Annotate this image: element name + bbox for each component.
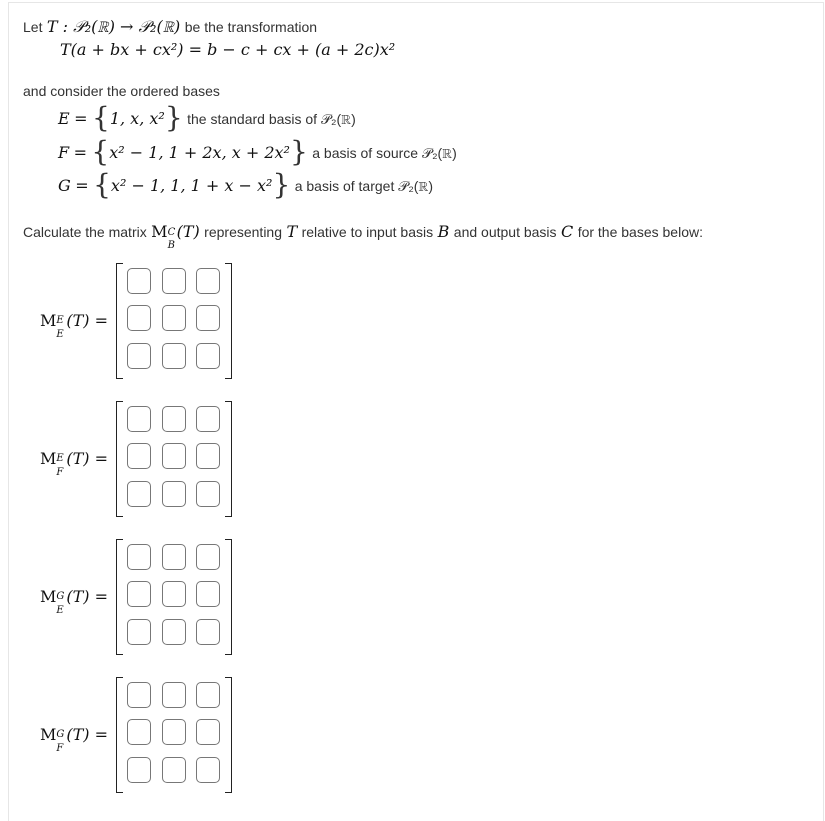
- basis-description: a basis of target 𝒫₂(ℝ): [294, 178, 434, 194]
- basis-row-G: [58, 168, 434, 201]
- matrix-entry-input[interactable]: [162, 343, 186, 369]
- matrix-entry-input[interactable]: [127, 682, 151, 708]
- basis-description: a basis of source 𝒫₂(ℝ): [312, 145, 457, 161]
- matrix-sup: C: [167, 227, 176, 238]
- matrix-entry-input[interactable]: [196, 343, 220, 369]
- equals-sign: =: [73, 143, 87, 162]
- matrix-entry-input[interactable]: [196, 719, 220, 745]
- instruction-matrix: [151, 222, 200, 251]
- equals-sign: =: [74, 109, 88, 128]
- matrix-entry-input[interactable]: [162, 544, 186, 570]
- matrix-entry-input[interactable]: [127, 757, 151, 783]
- basis-set: x² − 1, 1, 1 + x − x²: [110, 176, 273, 195]
- matrix-entry-input[interactable]: [162, 268, 186, 294]
- right-bracket: [225, 677, 232, 793]
- right-bracket: [225, 539, 232, 655]
- matrix-sub: F: [56, 743, 64, 754]
- right-brace: }: [272, 168, 291, 201]
- matrix-label: [40, 311, 109, 340]
- matrix-entry-input[interactable]: [162, 305, 186, 331]
- intro-line: [23, 17, 317, 37]
- matrix-sup: G: [56, 591, 65, 602]
- matrix-symbol: M: [151, 222, 168, 241]
- matrix-entry-input[interactable]: [127, 581, 151, 607]
- left-brace: {: [93, 168, 111, 201]
- instruction-suffix: for the bases below:: [577, 224, 703, 240]
- instruction-C: C: [560, 222, 574, 241]
- matrix-entry-input[interactable]: [127, 343, 151, 369]
- left-bracket: [116, 677, 123, 793]
- matrix-entry-input[interactable]: [162, 406, 186, 432]
- matrix-entry-input[interactable]: [196, 305, 220, 331]
- left-bracket: [116, 401, 123, 517]
- matrix-label: [40, 587, 109, 616]
- right-bracket: [225, 401, 232, 517]
- matrix-entry-input[interactable]: [127, 305, 151, 331]
- matrix-entry-input[interactable]: [196, 443, 220, 469]
- matrix-arg: (T) =: [66, 449, 109, 468]
- right-brace: }: [164, 101, 183, 134]
- matrix-sub: E: [56, 329, 64, 340]
- equals-sign: =: [75, 176, 89, 195]
- instruction-prefix: Calculate the matrix: [23, 224, 147, 240]
- matrix-symbol: M: [40, 311, 57, 330]
- matrix-entry-input[interactable]: [127, 481, 151, 507]
- instruction-line: [23, 222, 703, 251]
- basis-name: F: [58, 143, 70, 162]
- matrix-entry-input[interactable]: [162, 581, 186, 607]
- instruction-representing: representing: [204, 224, 282, 240]
- matrix-entry-input[interactable]: [127, 544, 151, 570]
- matrix-entry-input[interactable]: [196, 682, 220, 708]
- matrix-label: [40, 449, 109, 478]
- matrix-entry-input[interactable]: [196, 406, 220, 432]
- matrix-sup: E: [56, 453, 64, 464]
- transformation-signature: T : 𝒫₂(ℝ) → 𝒫₂(ℝ): [46, 17, 181, 36]
- instruction-T: T: [286, 222, 298, 241]
- matrix-entry-input[interactable]: [196, 757, 220, 783]
- matrix-entry-input[interactable]: [127, 443, 151, 469]
- matrix-arg: (T) =: [66, 587, 109, 606]
- be-transformation-text: be the transformation: [184, 19, 318, 35]
- matrix-entry-input[interactable]: [127, 406, 151, 432]
- matrix-arg: (T): [176, 222, 200, 241]
- right-bracket: [225, 263, 232, 379]
- matrix-symbol: M: [40, 449, 57, 468]
- instruction-B: B: [437, 222, 450, 241]
- matrix-entry-input[interactable]: [196, 481, 220, 507]
- basis-name: G: [58, 176, 71, 195]
- instruction-and-output: and output basis: [453, 224, 557, 240]
- matrix-entry-input[interactable]: [162, 719, 186, 745]
- basis-row-F: [58, 135, 457, 168]
- matrix-sub: B: [167, 240, 175, 251]
- matrix-sub: E: [56, 605, 64, 616]
- left-bracket: [116, 539, 123, 655]
- matrix-entry-input[interactable]: [127, 719, 151, 745]
- matrix-label: [40, 725, 109, 754]
- consider-bases-text: and consider the ordered bases: [23, 83, 220, 99]
- matrix-sub: F: [56, 467, 64, 478]
- basis-set: 1, x, x²: [109, 109, 165, 128]
- matrix-sup: G: [56, 729, 65, 740]
- basis-description: the standard basis of 𝒫₂(ℝ): [187, 111, 356, 127]
- let-text: Let: [23, 19, 43, 35]
- matrix-entry-input[interactable]: [127, 268, 151, 294]
- matrix-arg: (T) =: [66, 311, 109, 330]
- basis-row-E: [58, 101, 356, 134]
- transformation-rule: T(a + bx + cx²) = b − c + cx + (a + 2c)x²: [60, 40, 396, 59]
- matrix-symbol: M: [40, 725, 57, 744]
- matrix-entry-input[interactable]: [162, 619, 186, 645]
- matrix-entry-input[interactable]: [196, 619, 220, 645]
- right-brace: }: [289, 135, 308, 168]
- matrix-symbol: M: [40, 587, 57, 606]
- matrix-entry-input[interactable]: [196, 268, 220, 294]
- matrix-entry-input[interactable]: [196, 581, 220, 607]
- matrix-entry-input[interactable]: [127, 619, 151, 645]
- matrix-entry-input[interactable]: [162, 682, 186, 708]
- left-brace: {: [91, 135, 110, 168]
- matrix-sup: E: [56, 315, 64, 326]
- matrix-entry-input[interactable]: [196, 544, 220, 570]
- matrix-entry-input[interactable]: [162, 757, 186, 783]
- matrix-entry-input[interactable]: [162, 481, 186, 507]
- matrix-arg: (T) =: [66, 725, 109, 744]
- instruction-relative: relative to input basis: [301, 224, 434, 240]
- basis-set: x² − 1, 1 + 2x, x + 2x²: [109, 143, 290, 162]
- left-brace: {: [92, 101, 110, 134]
- basis-name: E: [58, 109, 70, 128]
- matrix-entry-input[interactable]: [162, 443, 186, 469]
- left-bracket: [116, 263, 123, 379]
